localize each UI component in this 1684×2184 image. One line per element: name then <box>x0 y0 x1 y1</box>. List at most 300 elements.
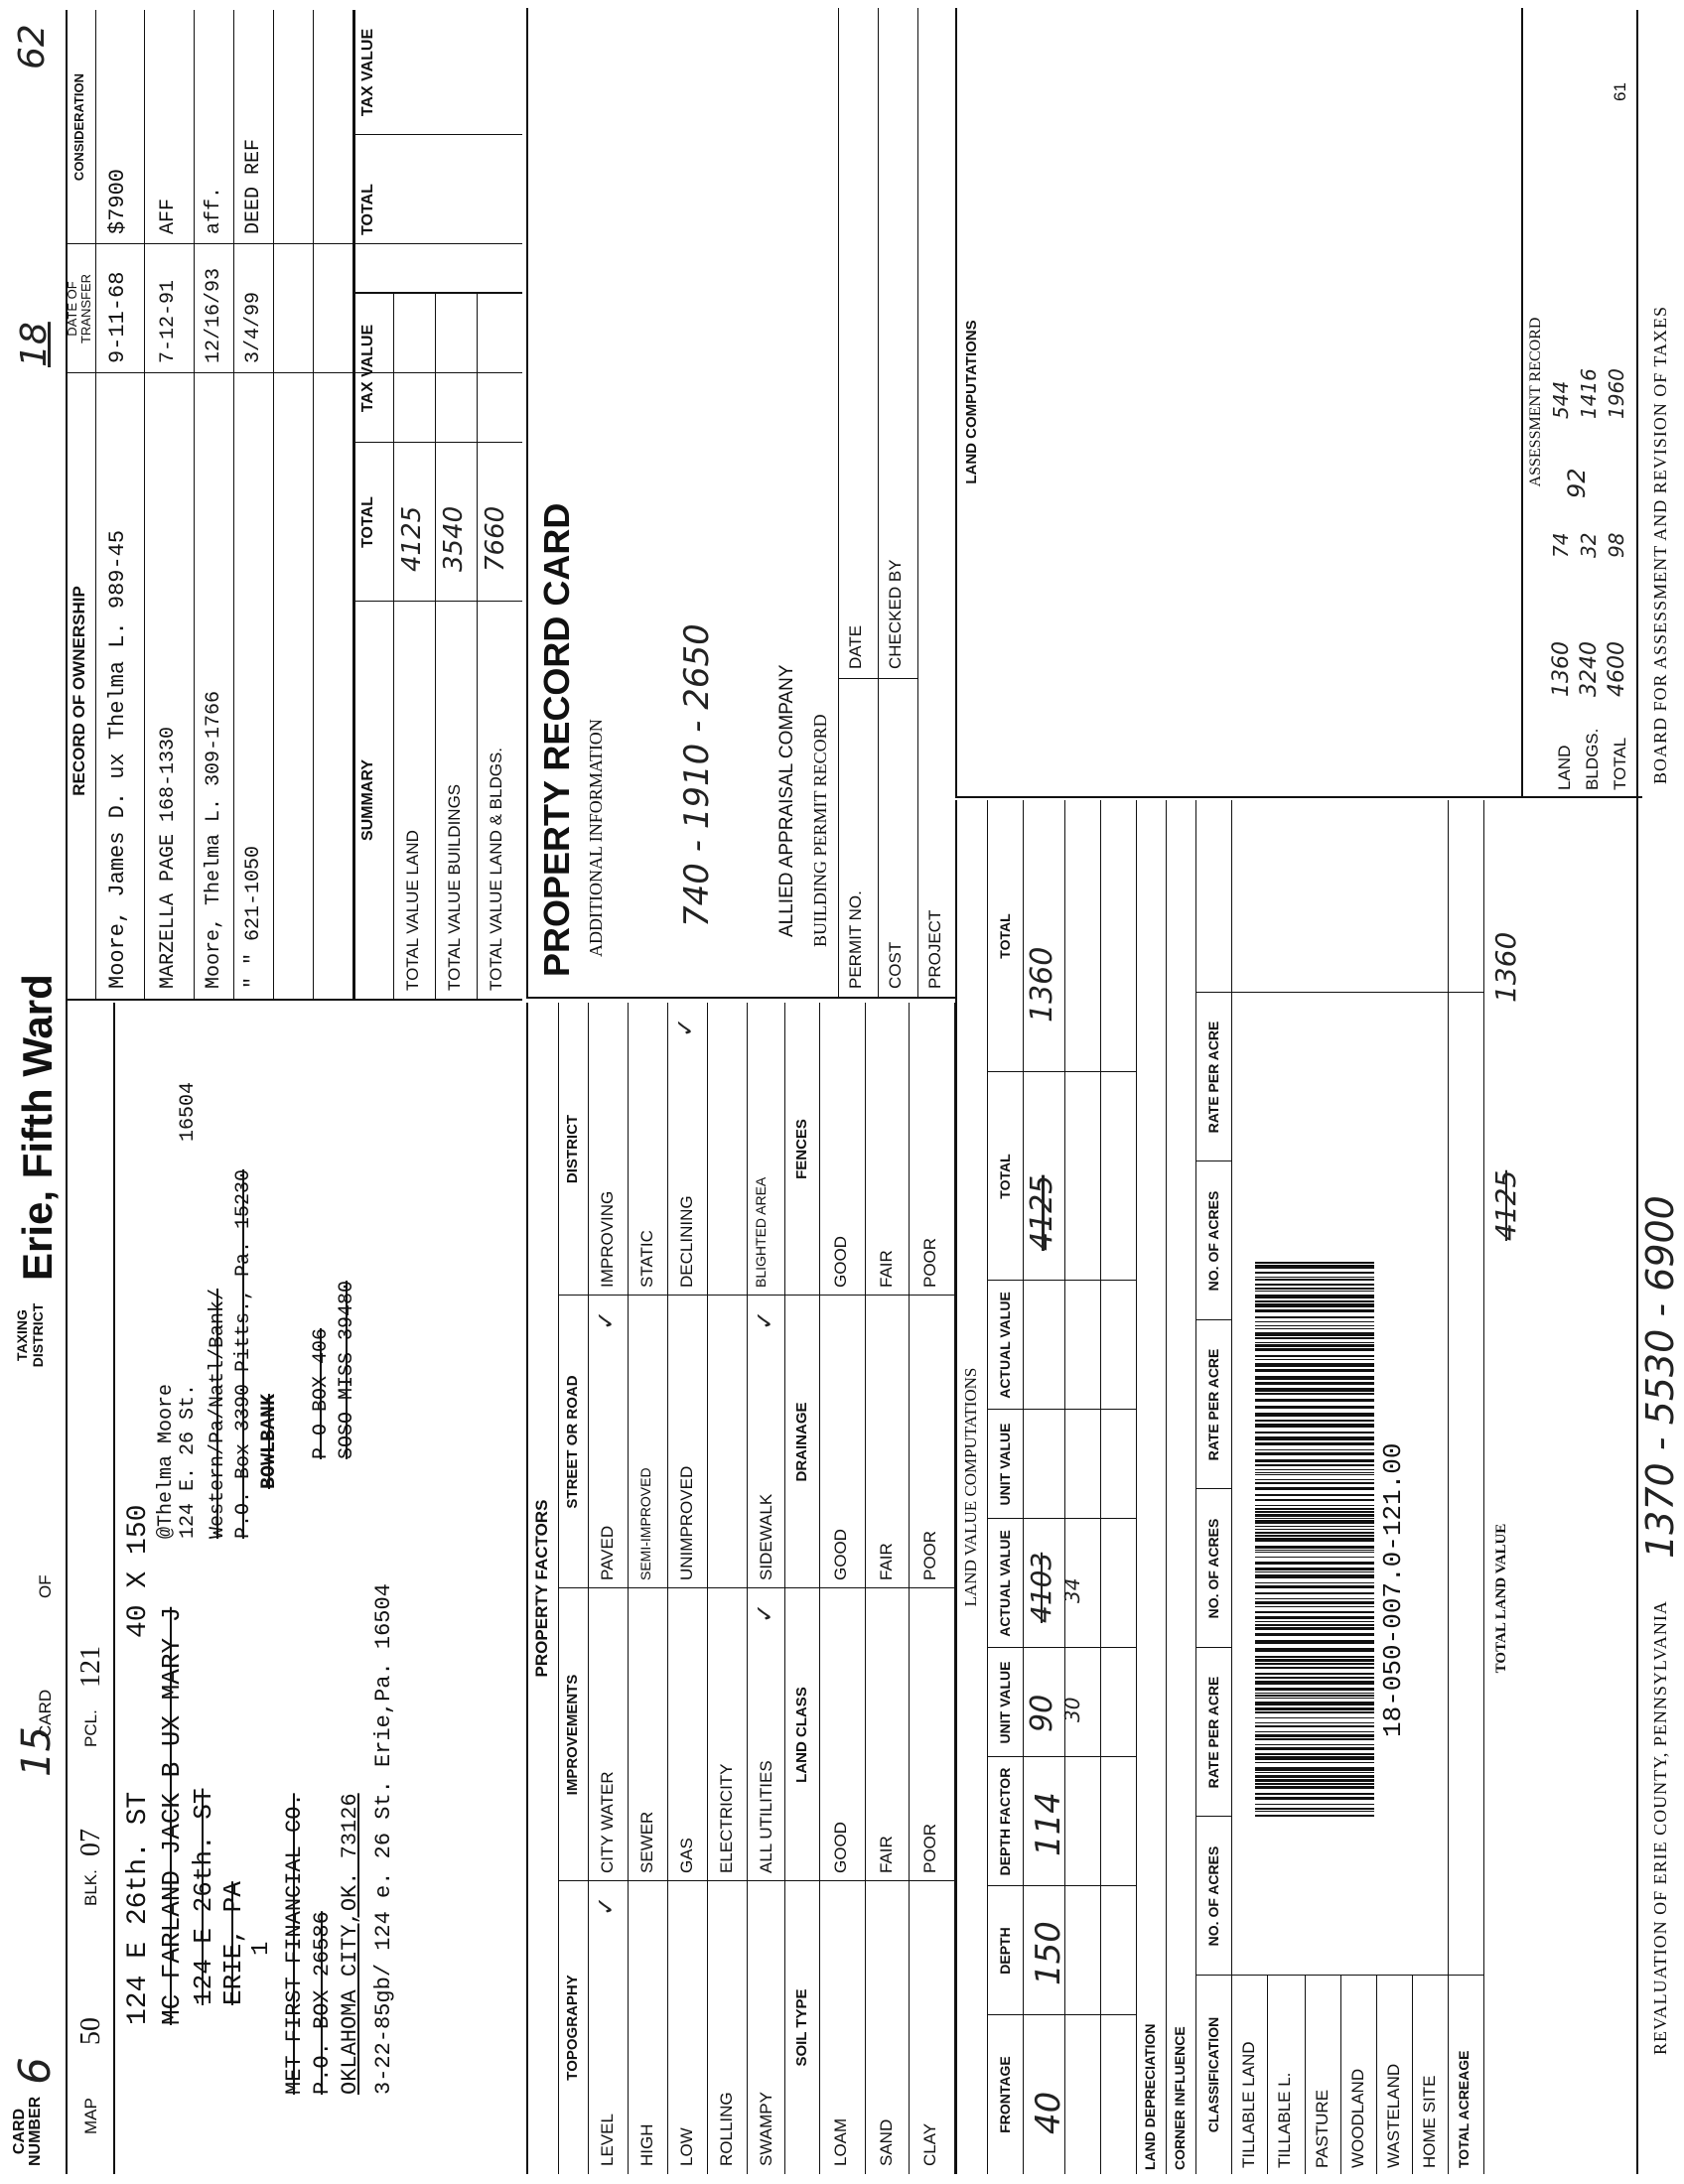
acre-col-rate-1: RATE PER ACRE <box>1205 1676 1221 1789</box>
barcode-bar <box>1255 1546 1374 1549</box>
barcode-bar <box>1255 1783 1374 1785</box>
card-number-value: 6 <box>10 2057 61 2085</box>
barcode-bar <box>1255 1698 1374 1699</box>
assessment-label-bldgs: BLDGS. <box>1583 728 1602 790</box>
summary-tax-header: TAX VALUE <box>359 324 376 413</box>
prc-handwritten-numbers: 740 - 1910 - 2650 <box>677 623 717 927</box>
barcode-bar <box>1255 1693 1374 1694</box>
barcode-bar <box>1255 1529 1374 1530</box>
barcode-bar <box>1255 1508 1374 1510</box>
barcode-bar <box>1255 1337 1374 1339</box>
ownership-record <box>66 10 522 999</box>
acre-col-no-acres-3: NO. OF ACRES <box>1205 1190 1221 1292</box>
barcode-bar <box>1255 1526 1374 1527</box>
barcode-bar <box>1255 1711 1374 1713</box>
land-computations-title: LAND COMPUTATIONS <box>963 320 980 484</box>
barcode-bar <box>1255 1568 1374 1570</box>
soil-col-fences: FENCES <box>793 1119 810 1179</box>
pf-blighted: BLIGHTED AREA <box>753 1176 769 1288</box>
land-depreciation-label: LAND DEPRECIATION <box>1142 2023 1158 2170</box>
barcode-bar <box>1255 1616 1374 1619</box>
lv-unit-value-sub: 30 <box>1060 1697 1084 1722</box>
district-value: Erie, Fifth Ward <box>14 974 61 1281</box>
drainage-poor: POOR <box>920 1530 939 1580</box>
barcode-bar <box>1255 1494 1374 1496</box>
barcode-bar <box>1255 1420 1374 1422</box>
acre-col-classification: CLASSIFICATION <box>1205 2016 1221 2133</box>
barcode-bar <box>1255 1436 1374 1440</box>
barcode-bar <box>1255 1482 1374 1484</box>
barcode-bar <box>1255 1464 1374 1466</box>
assessment-year-mark-2: 32 <box>1577 532 1601 558</box>
barcode-bar <box>1255 1725 1374 1727</box>
pf-sidewalk: SIDEWALK <box>757 1493 775 1580</box>
barcode-bar <box>1255 1472 1374 1473</box>
ownership-row <box>95 10 145 999</box>
owner-right-po-406: P O BOX 406 <box>310 1327 333 1459</box>
property-factors <box>526 1003 786 2174</box>
barcode-bar <box>1255 1811 1374 1812</box>
barcode-bar <box>1255 1511 1374 1513</box>
barcode-bar <box>1255 1272 1374 1274</box>
soil-col-soil-type: SOIL TYPE <box>793 1988 810 2067</box>
pf-declining: DECLINING <box>677 1195 696 1288</box>
owner-right-bank-po: P.O. Box 3390 Pitts., Pa. 15230 <box>232 1168 255 1539</box>
barcode-bar <box>1255 1804 1374 1805</box>
barcode-bar <box>1255 1514 1374 1517</box>
barcode-bar <box>1255 1640 1374 1644</box>
owner-line-number: 1 <box>248 1941 275 1956</box>
lv-depth-factor-value: 114 <box>1029 1792 1068 1856</box>
summary-total-land-bldgs: 7660 <box>481 505 510 572</box>
summary-title: SUMMARY <box>359 758 376 842</box>
pf-electricity: ELECTRICITY <box>717 1763 736 1873</box>
barcode-bar <box>1255 1288 1374 1290</box>
ownership-consideration: DEED REF <box>242 138 265 234</box>
prc-permit-title: BUILDING PERMIT RECORD <box>810 714 830 947</box>
pf-paved: PAVED <box>598 1525 617 1580</box>
barcode-bar <box>1255 1627 1374 1630</box>
owner-lot-dims: 40 X 150 <box>123 1504 154 1638</box>
barcode-bar <box>1255 1277 1374 1278</box>
barcode-bar <box>1255 1393 1374 1395</box>
parcel-id: 18-050-007.0-121.00 <box>1378 1442 1408 1737</box>
barcode-bar <box>1255 1557 1374 1558</box>
acre-wasteland: WASTELAND <box>1384 2063 1403 2168</box>
lv-col-total-2: TOTAL <box>997 913 1013 959</box>
barcode-bar <box>1255 1574 1374 1578</box>
acre-home-site: HOME SITE <box>1420 2075 1439 2168</box>
ownership-date: 7-12-91 <box>157 279 180 363</box>
owner-line-note: 3-22-85gb/ 124 e. 26 St. Erie,Pa. 16504 <box>371 1583 396 2095</box>
map-label: MAP <box>81 2098 100 2134</box>
pcl-label: PCL. <box>81 1709 100 1747</box>
assessment-title: ASSESSMENT RECORD <box>1527 317 1544 487</box>
barcode-bar <box>1255 1382 1374 1385</box>
barcode-bar <box>1255 1520 1374 1524</box>
ownership-row <box>195 10 234 999</box>
barcode-bar <box>1255 1348 1374 1351</box>
lv-actual-value: 4103 <box>1025 1552 1057 1623</box>
barcode-bar <box>1255 1677 1374 1679</box>
summary-total-land: 4125 <box>397 505 427 572</box>
barcode-bar <box>1255 1779 1374 1782</box>
map-row <box>70 1003 115 2174</box>
owner-line-okc: OKLAHOMA CITY,OK. 73126 <box>338 1793 362 2095</box>
pf-col-improvements: IMPROVEMENTS <box>564 1674 581 1796</box>
lv-col-unit-value-2: UNIT VALUE <box>997 1423 1013 1506</box>
barcode-bar <box>1255 1316 1374 1318</box>
owner-right-soso: SOSO MISS 39480 <box>336 1280 358 1459</box>
check-mark-level: ✓ <box>592 1895 620 1916</box>
barcode-bar <box>1255 1688 1374 1691</box>
assessment-bldgs-value: 3240 <box>1577 641 1602 697</box>
pf-static: STATIC <box>637 1230 656 1288</box>
lv-col-actual-value-1: ACTUAL VALUE <box>997 1530 1013 1637</box>
footer-right: BOARD FOR ASSESSMENT AND REVISION OF TAXES <box>1650 306 1670 784</box>
barcode-bar <box>1255 1532 1374 1534</box>
blk-label: BLK. <box>81 1869 100 1906</box>
owner-right-address: 124 E. 26 St. <box>177 1383 200 1539</box>
barcode-bar <box>1255 1432 1374 1433</box>
summary-total-header: TOTAL <box>359 496 376 548</box>
barcode-bar <box>1255 1325 1374 1326</box>
lv-col-unit-value-1: UNIT VALUE <box>997 1661 1013 1744</box>
owner-line-prior-address: 124 E 26th. ST <box>189 1788 218 2005</box>
barcode-bar <box>1255 1562 1374 1565</box>
barcode-bar <box>1255 1648 1374 1652</box>
permit-project-label: PROJECT <box>925 909 944 989</box>
barcode-bar <box>1255 1332 1374 1336</box>
fences-fair: FAIR <box>877 1250 896 1288</box>
barcode-bar <box>1255 1355 1374 1357</box>
barcode-bar <box>1255 1363 1374 1367</box>
barcode-bar <box>1255 1571 1374 1572</box>
permit-date-label: DATE <box>846 624 865 669</box>
owner-line-po: P.O. BOX 26586 <box>310 1911 335 2095</box>
pf-gas: GAS <box>677 1838 696 1873</box>
barcode-bar <box>1255 1399 1374 1402</box>
right-tax-header: TAX VALUE <box>359 28 376 117</box>
barcode-bar <box>1255 1424 1374 1428</box>
barcode-bar <box>1255 1505 1374 1506</box>
owner-line-mortgagee: MET FIRST FINANCIAL CO. <box>282 1793 307 2095</box>
barcode-bar <box>1255 1328 1374 1329</box>
pf-sewer: SEWER <box>637 1811 656 1873</box>
pf-swampy: SWAMPY <box>757 2092 775 2166</box>
check-mark-declining: ✓ <box>671 1017 699 1037</box>
pf-rolling: ROLLING <box>717 2092 736 2166</box>
pf-col-street: STREET OR ROAD <box>564 1375 581 1509</box>
barcode-bar <box>1255 1469 1374 1470</box>
soil-table <box>784 1003 956 2174</box>
barcode-bar <box>1255 1606 1374 1607</box>
permit-checked-label: CHECKED BY <box>886 559 905 669</box>
assessment-total-value: 4600 <box>1605 641 1629 697</box>
footer-left: REVALUATION OF ERIE COUNTY, PENNSYLVANIA <box>1650 1600 1670 2055</box>
owner-right-zip: 16504 <box>177 1081 200 1142</box>
of-label: OF <box>36 1574 55 1598</box>
barcode-bar <box>1255 1707 1374 1710</box>
barcode-bar <box>1255 1300 1374 1302</box>
assessment-label-land: LAND <box>1555 745 1574 790</box>
check-mark-paved: ✓ <box>592 1309 620 1330</box>
taxing-district-label: TAXING DISTRICT <box>14 1302 46 1368</box>
assessment-record <box>1521 8 1642 798</box>
ownership-name: MARZELLA PAGE 168-1330 <box>157 726 180 989</box>
barcode-bar <box>1255 1772 1374 1773</box>
owner-block <box>115 1003 502 2174</box>
barcode-bar <box>1255 1309 1374 1312</box>
ownership-date: 9-11-68 <box>105 271 130 363</box>
barcode-bar <box>1255 1279 1374 1281</box>
ownership-row <box>234 10 274 999</box>
pf-col-topography: TOPOGRAPHY <box>564 1975 581 2081</box>
assessment-year-mark-3: 98 <box>1605 532 1628 558</box>
barcode-bar <box>1255 1756 1374 1760</box>
barcode-bar <box>1255 1633 1374 1636</box>
ownership-consideration: AFF <box>157 198 180 234</box>
acre-pasture: PASTURE <box>1313 2089 1332 2168</box>
total-land-value-old: 4125 <box>1489 1169 1522 1241</box>
ownership-title: RECORD OF OWNERSHIP <box>70 586 88 796</box>
ownership-name: " " 621-1050 <box>242 845 265 989</box>
lv-unit-value: 90 <box>1025 1694 1059 1732</box>
barcode-bar <box>1255 1552 1374 1553</box>
barcode-bar <box>1255 1344 1374 1347</box>
owner-line-prior-city: ERIE, PA <box>218 1881 248 2005</box>
summary-label-land: TOTAL VALUE LAND <box>403 830 422 991</box>
fences-good: GOOD <box>831 1236 850 1288</box>
permit-cost-label: COST <box>886 941 905 989</box>
lv-col-depth-factor: DEPTH FACTOR <box>997 1767 1013 1876</box>
permit-no-label: PERMIT NO. <box>846 890 865 989</box>
fences-poor: POOR <box>920 1237 939 1288</box>
barcode-bar <box>1255 1442 1374 1445</box>
barcode-bar <box>1255 1291 1374 1292</box>
barcode-bar <box>1255 1815 1374 1817</box>
barcode-bar <box>1255 1695 1374 1697</box>
barcode-bar <box>1255 1487 1374 1490</box>
barcode-bar <box>1255 1452 1374 1455</box>
prc-title: PROPERTY RECORD CARD <box>536 502 577 977</box>
barcode-bar <box>1255 1284 1374 1286</box>
assessment-year-code: 61 <box>1611 82 1629 101</box>
blk-value: 07 <box>75 1829 106 1856</box>
barcode-bar <box>1255 1738 1374 1740</box>
prc-block <box>526 8 955 999</box>
barcode-bar <box>1255 1722 1374 1723</box>
barcode-bar <box>1255 1793 1374 1795</box>
soil-col-drainage: DRAINAGE <box>793 1402 810 1482</box>
ownership-consideration: aff. <box>203 186 225 234</box>
barcode-bar <box>1255 1808 1374 1810</box>
owner-line-address: 124 E 26th. ST <box>123 1791 154 2025</box>
barcode-bar <box>1255 1265 1374 1269</box>
property-factors-title: PROPERTY FACTORS <box>532 1499 551 1678</box>
land-computations-panel <box>955 8 1523 798</box>
footer <box>1636 10 1682 2174</box>
total-land-value-new: 1360 <box>1489 931 1522 1003</box>
barcode-bar <box>1255 1592 1374 1594</box>
barcode-bar <box>1255 1262 1374 1264</box>
ownership-date: 12/16/93 <box>203 267 225 363</box>
land-value-title: LAND VALUE COMPUTATIONS <box>961 1367 980 1607</box>
barcode-bar <box>1255 1762 1374 1763</box>
right-total-header: TOTAL <box>359 184 376 235</box>
barcode-bar <box>1255 1611 1374 1613</box>
barcode-bar <box>1255 1601 1374 1604</box>
drainage-good: GOOD <box>831 1529 850 1580</box>
summary-total-buildings: 3540 <box>439 505 469 572</box>
soil-sand: SAND <box>877 2118 896 2166</box>
assessment-summary-land: 544 <box>1549 380 1573 419</box>
barcode-bar <box>1255 1747 1374 1750</box>
check-mark-all-utilities: ✓ <box>751 1602 778 1623</box>
acre-woodland: WOODLAND <box>1348 2068 1367 2168</box>
barcode-bar <box>1255 1359 1374 1360</box>
barcode-bar <box>1255 1663 1374 1665</box>
barcode <box>1255 1261 1374 1817</box>
assessment-summary-total: 1960 <box>1605 368 1628 419</box>
land-class-fair: FAIR <box>877 1836 896 1873</box>
acre-tillable-land: TILLABLE LAND <box>1239 2041 1258 2168</box>
card-value: 15 <box>14 1726 60 1777</box>
prc-company: ALLIED APPRAISAL COMPANY <box>776 664 797 937</box>
barcode-bar <box>1255 1535 1374 1537</box>
assessment-year: 92 <box>1563 468 1591 498</box>
barcode-bar <box>1255 1342 1374 1343</box>
pf-semi-improved: SEMI-IMPROVED <box>637 1467 653 1580</box>
pf-unimproved: UNIMPROVED <box>677 1465 696 1580</box>
barcode-bar <box>1255 1474 1374 1475</box>
drainage-fair: FAIR <box>877 1543 896 1580</box>
assessment-summary-bldgs: 1416 <box>1577 368 1601 419</box>
land-value-table <box>955 800 1632 2174</box>
ownership-row <box>145 10 195 999</box>
barcode-bar <box>1255 1413 1374 1417</box>
barcode-bar <box>1255 1753 1374 1755</box>
owner-line-prior: MC FARLAND JACK B UX MARY J <box>157 1606 187 2025</box>
prc-additional-info: ADDITIONAL INFORMATION <box>586 719 606 957</box>
ownership-date: 3/4/99 <box>242 291 265 363</box>
barcode-bar <box>1255 1449 1374 1450</box>
barcode-bar <box>1255 1656 1374 1658</box>
barcode-bar <box>1255 1585 1374 1588</box>
barcode-bar <box>1255 1303 1374 1307</box>
barcode-bar <box>1255 1550 1374 1551</box>
land-class-good: GOOD <box>831 1822 850 1873</box>
lv-total-value-2: 1360 <box>1025 946 1059 1023</box>
barcode-bar <box>1255 1518 1374 1519</box>
district-number: 18 <box>14 322 55 367</box>
pcl-value: 121 <box>75 1646 106 1688</box>
barcode-bar <box>1255 1295 1374 1298</box>
ownership-consideration: $7900 <box>105 168 130 234</box>
acre-col-no-acres-2: NO. OF ACRES <box>1205 1518 1221 1619</box>
barcode-bar <box>1255 1459 1374 1462</box>
barcode-bar <box>1255 1388 1374 1392</box>
map-value: 50 <box>75 2017 106 2045</box>
owner-right-bank: Western/Pa/Natl/Bank/ <box>207 1288 229 1539</box>
acre-total-acreage: TOTAL ACREAGE <box>1456 2050 1472 2168</box>
barcode-bar <box>1255 1659 1374 1662</box>
pf-city-water: CITY WATER <box>598 1771 617 1873</box>
card-label: CARD <box>36 1689 55 1737</box>
barcode-bar <box>1255 1321 1374 1322</box>
header-strip <box>8 10 68 2174</box>
soil-loam: LOAM <box>831 2117 850 2166</box>
pf-high: HIGH <box>637 2123 656 2166</box>
lv-total-value: 4125 <box>1025 1174 1059 1251</box>
ownership-name: Moore, James D. ux Thelma L. 989-45 <box>105 529 130 989</box>
lv-depth-value: 150 <box>1029 1921 1068 1985</box>
barcode-bar <box>1255 1681 1374 1685</box>
pf-improving: IMPROVING <box>598 1190 617 1288</box>
barcode-bar <box>1255 1376 1374 1380</box>
total-land-value-label: TOTAL LAND VALUE <box>1493 1523 1509 1674</box>
acre-col-rate-3: RATE PER ACRE <box>1205 1021 1221 1134</box>
barcode-bar <box>1255 1717 1374 1718</box>
barcode-bar <box>1255 1797 1374 1800</box>
barcode-bar <box>1255 1598 1374 1599</box>
owner-right-name: @Thelma Moore <box>155 1383 178 1539</box>
barcode-bar <box>1255 1479 1374 1480</box>
barcode-bar <box>1255 1406 1374 1409</box>
barcode-bar <box>1255 1621 1374 1622</box>
pf-all-utilities: ALL UTILITIES <box>757 1760 775 1873</box>
acre-col-no-acres-1: NO. OF ACRES <box>1205 1845 1221 1947</box>
lv-col-actual-value-2: ACTUAL VALUE <box>997 1292 1013 1399</box>
barcode-bar <box>1255 1499 1374 1501</box>
footer-handwritten: 1370 - 5530 - 6900 <box>1638 1195 1682 1559</box>
barcode-bar <box>1255 1582 1374 1583</box>
barcode-bar <box>1255 1775 1374 1778</box>
barcode-bar <box>1255 1731 1374 1732</box>
lv-col-total-1: TOTAL <box>997 1154 1013 1199</box>
land-class-poor: POOR <box>920 1823 939 1873</box>
corner-influence-label: CORNER INFLUENCE <box>1172 2026 1188 2170</box>
summary-label-buildings: TOTAL VALUE BUILDINGS <box>445 783 464 991</box>
lv-actual-value-sub: 34 <box>1060 1577 1084 1603</box>
barcode-bar <box>1255 1702 1374 1706</box>
barcode-bar <box>1255 1786 1374 1789</box>
page-number: 62 <box>12 24 53 69</box>
summary-label-land-bldgs: TOTAL VALUE LAND & BLDGS. <box>487 747 505 991</box>
lv-frontage-value: 40 <box>1029 2091 1068 2134</box>
barcode-bar <box>1255 1369 1374 1372</box>
assessment-year-mark-1: 74 <box>1549 532 1573 558</box>
lv-col-frontage: FRONTAGE <box>997 2056 1013 2133</box>
barcode-bar <box>1255 1667 1374 1669</box>
acre-tillable-l: TILLABLE L. <box>1275 2072 1294 2168</box>
pf-low: LOW <box>677 2127 696 2166</box>
barcode-bar <box>1255 1734 1374 1737</box>
lv-col-depth: DEPTH <box>997 1927 1013 1975</box>
barcode-bar <box>1255 1767 1374 1771</box>
acre-col-rate-2: RATE PER ACRE <box>1205 1348 1221 1461</box>
pf-col-district: DISTRICT <box>564 1114 581 1184</box>
card-number-label: CARD NUMBER <box>11 2096 44 2166</box>
barcode-bar <box>1255 1624 1374 1626</box>
barcode-bar <box>1255 1538 1374 1542</box>
soil-col-land-class: LAND CLASS <box>793 1687 810 1783</box>
assessment-label-total: TOTAL <box>1611 737 1629 790</box>
assessment-land-value: 1360 <box>1549 641 1574 697</box>
soil-clay: CLAY <box>920 2122 939 2166</box>
pf-level: LEVEL <box>598 2114 617 2166</box>
barcode-bar <box>1255 1744 1374 1745</box>
